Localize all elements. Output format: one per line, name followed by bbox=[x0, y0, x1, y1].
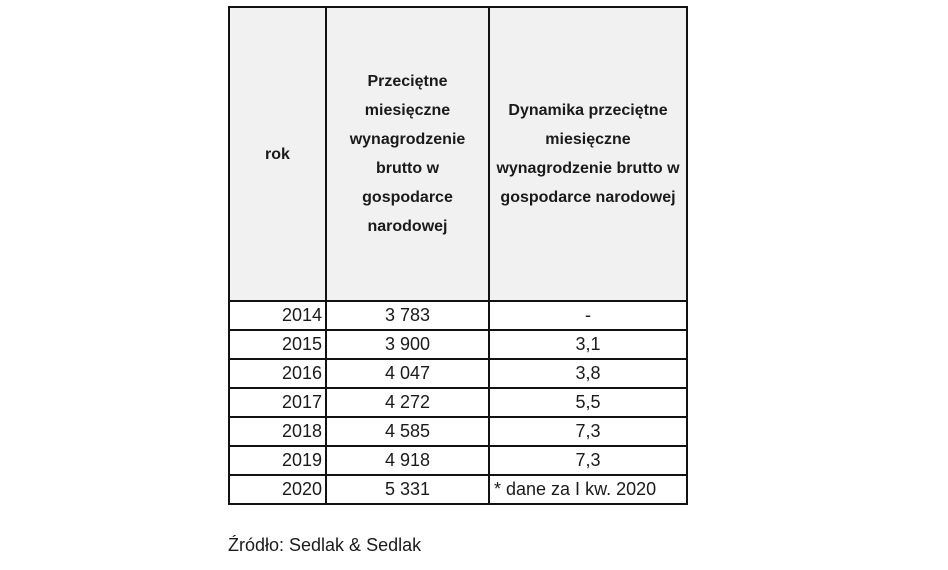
table-row bbox=[229, 359, 687, 388]
year-cell: 2017 bbox=[229, 388, 326, 417]
dynamics-cell: 7,3 bbox=[489, 446, 687, 475]
salary-cell: 4 272 bbox=[326, 388, 489, 417]
year-cell: 2016 bbox=[229, 359, 326, 388]
salary-cell: 4 585 bbox=[326, 417, 489, 446]
table-row bbox=[229, 417, 687, 446]
footnote-cell: * dane za I kw. 2020 bbox=[489, 475, 687, 504]
year-cell: 2018 bbox=[229, 417, 326, 446]
table-header-row bbox=[229, 7, 687, 301]
header-cell-wynagrodzenie: Przeciętne miesięczne wynagrodzenie brutto w gospodarce narodowej bbox=[326, 7, 489, 301]
dynamics-cell: - bbox=[489, 301, 687, 330]
table-row bbox=[229, 301, 687, 330]
table-row bbox=[229, 388, 687, 417]
salary-table bbox=[228, 6, 688, 505]
salary-cell: 3 900 bbox=[326, 330, 489, 359]
dynamics-cell: 3,8 bbox=[489, 359, 687, 388]
salary-cell: 5 331 bbox=[326, 475, 489, 504]
table-row bbox=[229, 446, 687, 475]
table-row bbox=[229, 330, 687, 359]
header-cell-dynamika: Dynamika przeciętne miesięczne wynagrodzenie brutto w gospodarce narodowej bbox=[489, 7, 687, 301]
year-cell: 2015 bbox=[229, 330, 326, 359]
salary-cell: 3 783 bbox=[326, 301, 489, 330]
year-cell: 2014 bbox=[229, 301, 326, 330]
header-cell-rok: rok bbox=[229, 7, 326, 301]
dynamics-cell: 3,1 bbox=[489, 330, 687, 359]
dynamics-cell: 5,5 bbox=[489, 388, 687, 417]
salary-cell: 4 047 bbox=[326, 359, 489, 388]
salary-cell: 4 918 bbox=[326, 446, 489, 475]
year-cell: 2019 bbox=[229, 446, 326, 475]
year-cell: 2020 bbox=[229, 475, 326, 504]
table-row bbox=[229, 475, 687, 504]
source-caption: Źródło: Sedlak & Sedlak bbox=[228, 535, 422, 555]
dynamics-cell: 7,3 bbox=[489, 417, 687, 446]
